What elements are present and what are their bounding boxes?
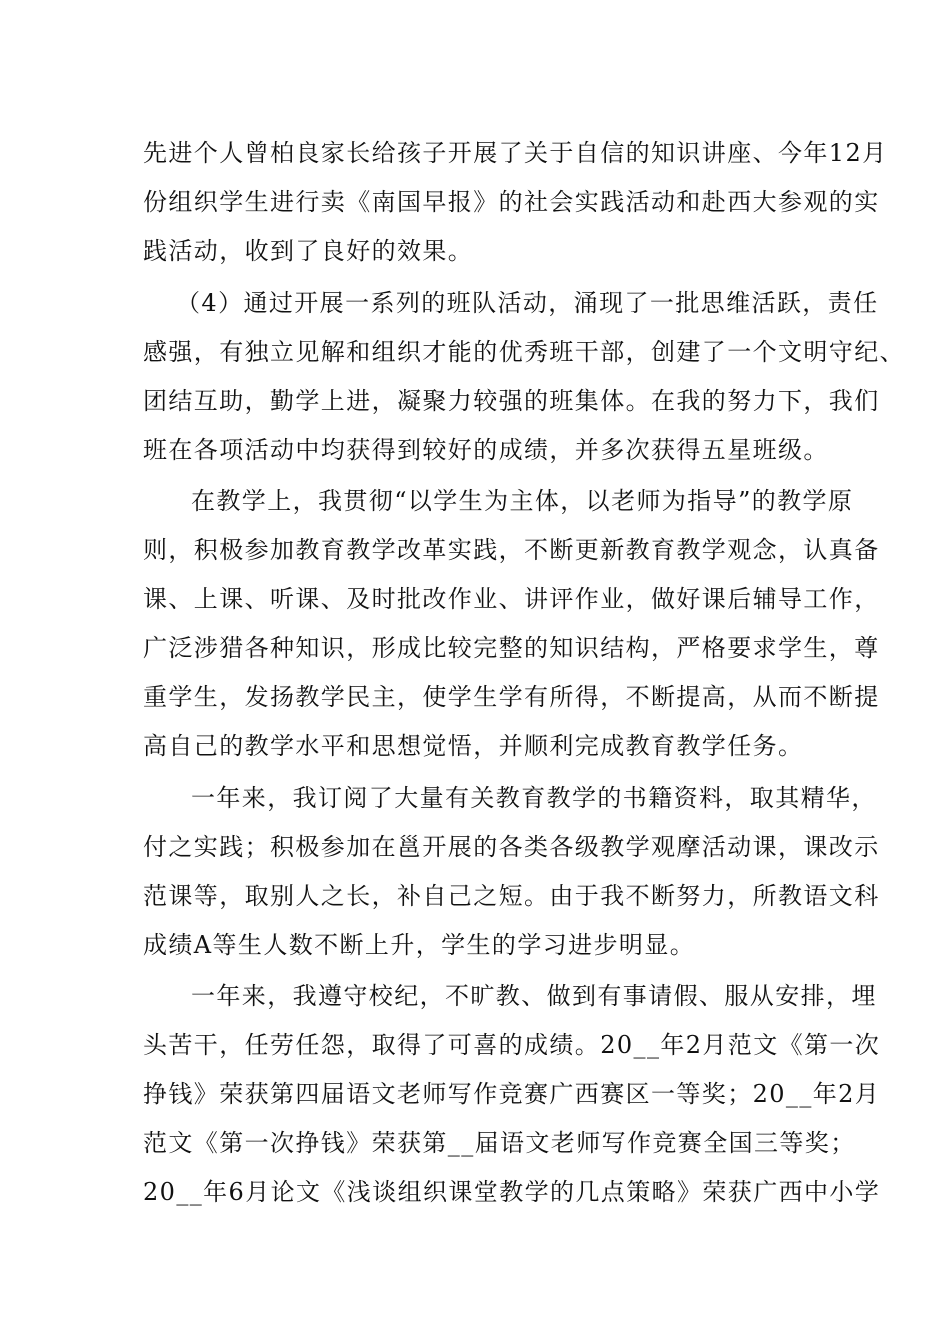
text-line: 高自己的教学水平和思想觉悟，并顺利完成教育教学任务。 (143, 732, 804, 760)
text-line: 广泛涉猎各种知识，形成比较完整的知识结构，严格要求学生，尊 (143, 634, 880, 662)
text-line: 感强，有独立见解和组织才能的优秀班干部，创建了一个文明守纪、 (143, 338, 905, 366)
text-line: 成绩A等生人数不断上升，学生的学习进步明显。 (143, 931, 696, 959)
text-line: 在教学上，我贯彻“以学生为主体，以老师为指导”的教学原 (191, 487, 854, 515)
text-line: 一年来，我遵守校纪，不旷教、做到有事请假、服从安排，埋 (191, 982, 877, 1010)
text-line: 重学生，发扬教学民主，使学生学有所得，不断提高，从而不断提 (143, 683, 880, 711)
text-line: 则，积极参加教育教学改革实践，不断更新教育教学观念，认真备 (143, 536, 880, 564)
text-line: 践活动，收到了良好的效果。 (143, 237, 474, 265)
text-line: 班在各项活动中均获得到较好的成绩，并多次获得五星班级。 (143, 436, 829, 464)
text-line: 课、上课、听课、及时批改作业、讲评作业，做好课后辅导工作， (143, 585, 880, 613)
text-line: 范文《第一次挣钱》荣获第__届语文老师写作竞赛全国三等奖； (143, 1129, 856, 1157)
text-line: 范课等，取别人之长，补自己之短。由于我不断努力，所教语文科 (143, 882, 880, 910)
text-line: 付之实践；积极参加在邕开展的各类各级教学观摩活动课，课改示 (143, 833, 880, 861)
text-line: 挣钱》荣获第四届语文老师写作竞赛广西赛区一等奖；20__年2月 (143, 1080, 881, 1108)
text-line: （4）通过开展一系列的班队活动，涌现了一批思维活跃，责任 (176, 289, 879, 317)
text-line: 先进个人曾柏良家长给孩子开展了关于自信的知识讲座、今年12月 (143, 139, 888, 167)
text-line: 份组织学生进行卖《南国早报》的社会实践活动和赴西大参观的实 (143, 188, 880, 216)
text-line: 头苦干，任劳任怨，取得了可喜的成绩。20__年2月范文《第一次 (143, 1031, 881, 1059)
text-line: 20__年6月论文《浅谈组织课堂教学的几点策略》荣获广西中小学 (143, 1178, 881, 1206)
text-line: 一年来，我订阅了大量有关教育教学的书籍资料，取其精华， (191, 784, 877, 812)
text-line: 团结互助，勤学上进，凝聚力较强的班集体。在我的努力下，我们 (143, 387, 880, 415)
